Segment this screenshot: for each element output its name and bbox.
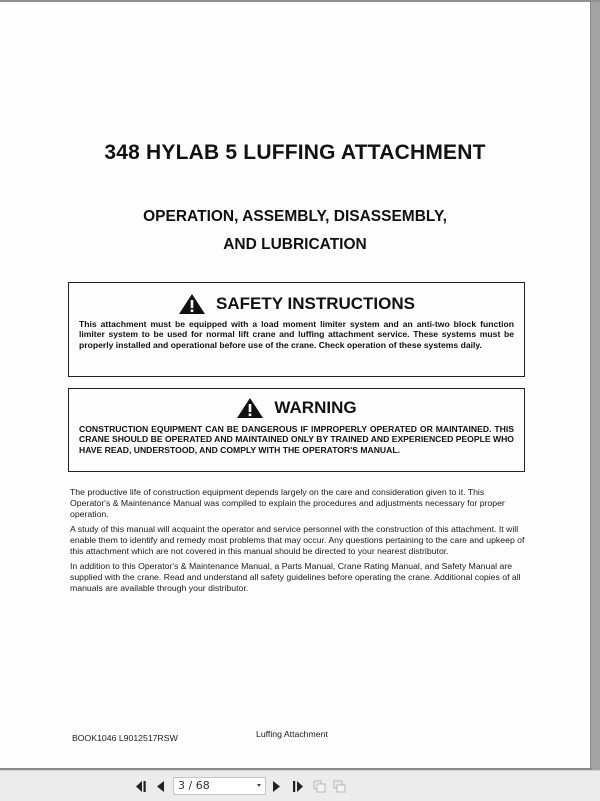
single-page-view-button[interactable] <box>312 780 326 793</box>
next-page-icon <box>272 781 280 792</box>
page-dropdown-arrow-icon[interactable] <box>257 784 261 787</box>
first-page-icon <box>136 781 148 792</box>
last-page-button[interactable] <box>290 780 304 793</box>
first-page-button[interactable] <box>135 780 149 793</box>
continuous-view-button[interactable] <box>332 780 346 793</box>
document-subtitle-line-1: OPERATION, ASSEMBLY, DISASSEMBLY, <box>143 208 447 225</box>
last-page-icon <box>291 781 303 792</box>
footer-section-title: Luffing Attachment <box>256 729 328 739</box>
safety-text: This attachment must be equipped with a load moment limiter system and an anti-two block function limiter system to be used for normal lift crane and luffing attachment service. These systems must be properly installed and operational before use of the crane. Check operation of these systems daily. <box>79 319 514 350</box>
previous-page-icon <box>157 781 165 792</box>
document-title: 348 HYLAB 5 LUFFING ATTACHMENT <box>104 141 486 164</box>
page-number-input[interactable] <box>173 777 266 795</box>
previous-page-button[interactable] <box>155 780 167 793</box>
warning-triangle-icon <box>236 397 264 419</box>
warning-text: CONSTRUCTION EQUIPMENT CAN BE DANGEROUS IF IMPROPERLY OPERATED OR MAINTAINED. THIS CRANE SHOULD BE OPERATED AND MAINTAINED ONLY BY TRAINED AND EXPERIENCED PEOPLE WHO HAVE READ, UNDERSTOOD, AND COMPLY WITH THE OPERATOR'S MANUAL. <box>79 424 514 455</box>
footer-book-number: BOOK1046 L9012517RSW <box>72 733 178 743</box>
single-page-icon <box>313 780 326 793</box>
vertical-scrollbar[interactable] <box>590 2 600 770</box>
next-page-button[interactable] <box>271 780 281 793</box>
warning-box <box>68 388 525 472</box>
safety-heading-row <box>69 293 524 315</box>
continuous-view-icon <box>333 780 346 793</box>
navigation-toolbar <box>0 770 600 801</box>
page-indicator: 3 / 68 <box>178 779 210 792</box>
warning-heading: WARNING <box>274 398 357 417</box>
document-page <box>0 2 590 768</box>
safety-heading: SAFETY INSTRUCTIONS <box>216 294 415 313</box>
paragraph: In addition to this Operator's & Maintenance Manual, a Parts Manual, Crane Rating Manual, and Safety Manual are supplied with the crane. Read and understand all safety guidelines before operating the crane. Additional copies of all manuals are available through your distributor. <box>70 561 521 593</box>
paragraph: A study of this manual will acquaint the operator and service personnel with the construction of this attachment. It will enable them to identify and remedy most problems that may occur. Any questions pertaining to the care and upkeep of this attachment which are not covered in this manual should be directed to your nearest distributor. <box>70 524 525 556</box>
safety-instructions-box <box>68 282 525 377</box>
warning-triangle-icon <box>178 293 206 315</box>
warning-heading-row <box>69 397 524 419</box>
body-text <box>70 487 525 598</box>
document-subtitle-line-2: AND LUBRICATION <box>223 236 367 253</box>
paragraph: The productive life of construction equipment depends largely on the care and consideration given to it. This Operator's & Maintenance Manual was compiled to explain the procedures and adjustments necessary for proper operation. <box>70 487 505 519</box>
